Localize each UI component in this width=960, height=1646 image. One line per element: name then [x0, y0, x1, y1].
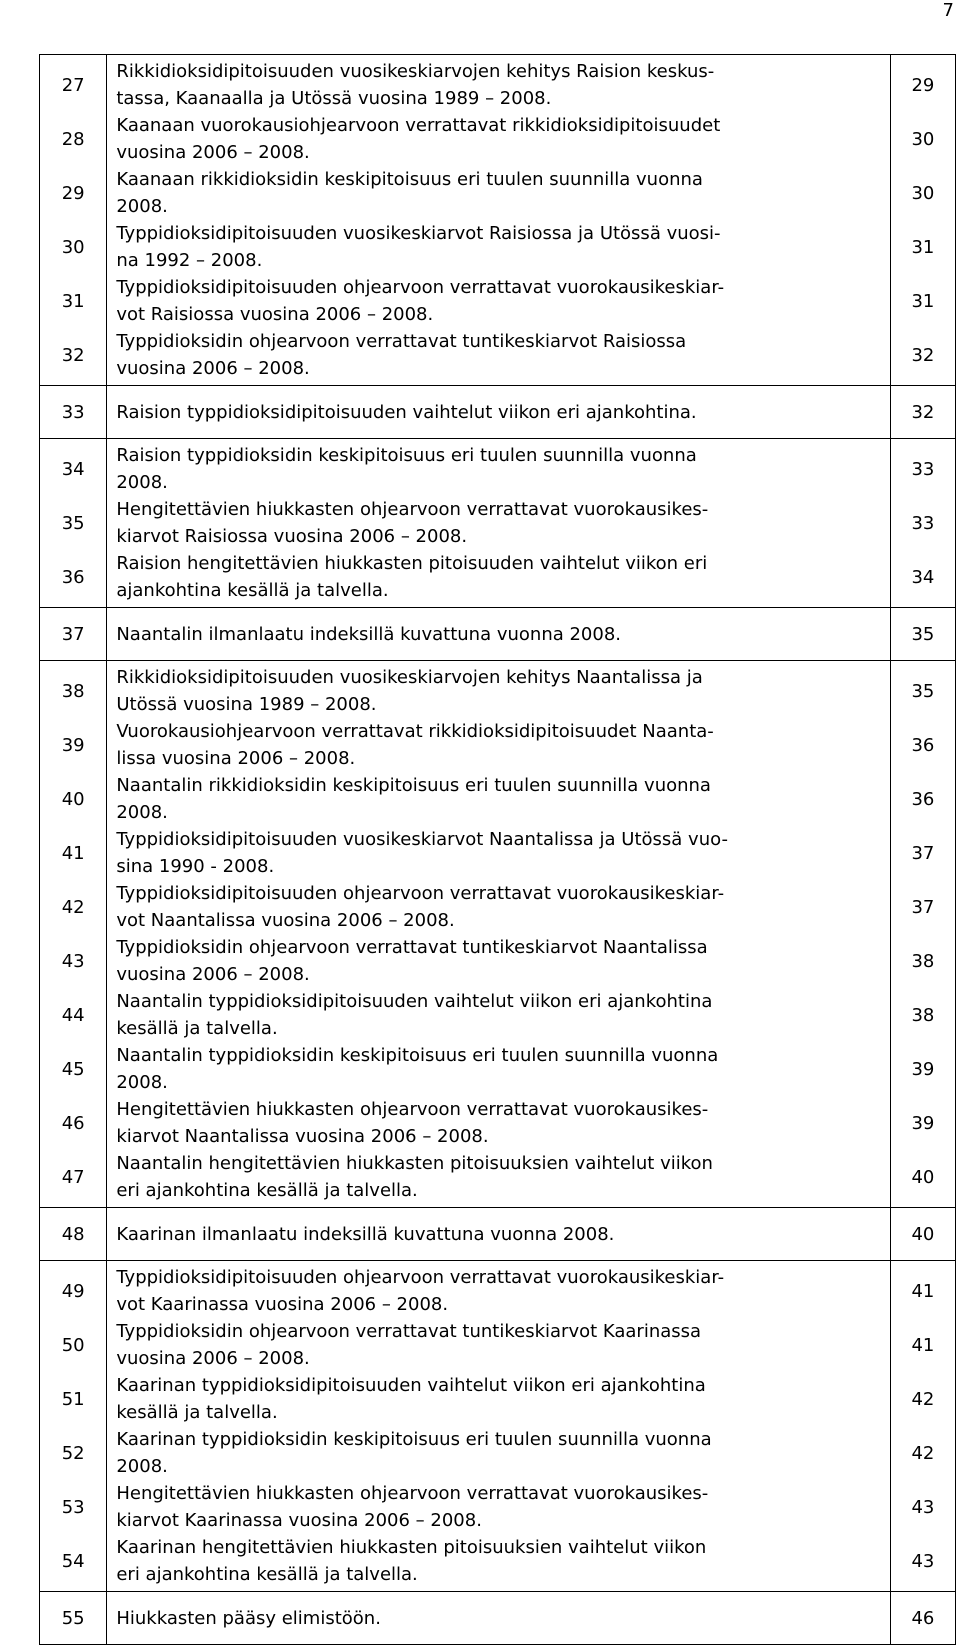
figure-number: 44	[61, 1004, 85, 1026]
page-reference: 43	[911, 1550, 935, 1572]
figure-number: 37	[40, 608, 107, 661]
figure-title: Hengitettävien hiukkasten ohjearvoon verrattavat vuorokausikes- kiarvot Raisiossa vuosina 2006 – 2008.	[116, 499, 709, 547]
page-reference: 35	[890, 608, 955, 661]
figure-number: 33	[40, 386, 107, 439]
figure-title: Kaanaan rikkidioksidin keskipitoisuus eri tuulen suunnilla vuonna 2008.	[116, 169, 703, 217]
figure-number: 52	[61, 1442, 85, 1464]
figure-number: 30	[61, 236, 85, 258]
page-reference: 38	[911, 1004, 935, 1026]
page-reference: 30	[911, 182, 935, 204]
figure-title: Hiukkasten pääsy elimistöön.	[107, 1592, 891, 1645]
table-row-group	[40, 55, 956, 386]
page-reference: 46	[890, 1592, 955, 1645]
figure-title-column	[107, 55, 891, 386]
figure-number: 42	[61, 896, 85, 918]
page-reference-column	[890, 55, 955, 386]
figure-number: 40	[61, 788, 85, 810]
page-reference: 41	[911, 1280, 935, 1302]
figure-title: Raision hengitettävien hiukkasten pitoisuuden vaihtelut viikon eri ajankohtina kesällä ja talvella.	[116, 553, 708, 601]
figure-number-column	[40, 1261, 107, 1592]
page-reference: 39	[911, 1112, 935, 1134]
page-reference: 39	[911, 1058, 935, 1080]
table-row-group	[40, 439, 956, 608]
page-reference: 33	[911, 458, 935, 480]
table-row-group	[40, 661, 956, 1208]
figure-number: 35	[61, 512, 85, 534]
page-reference: 42	[911, 1442, 935, 1464]
figure-number: 31	[61, 290, 85, 312]
page-reference: 34	[911, 566, 935, 588]
figure-title: Naantalin hengitettävien hiukkasten pitoisuuksien vaihtelut viikon eri ajankohtina kesällä ja talvella.	[116, 1153, 713, 1201]
figure-title: Kaanaan vuorokausiohjearvoon verrattavat rikkidioksidipitoisuudet vuosina 2006 – 2008.	[116, 115, 721, 163]
page-reference: 41	[911, 1334, 935, 1356]
figure-title: Hengitettävien hiukkasten ohjearvoon verrattavat vuorokausikes- kiarvot Kaarinassa vuosina 2006 – 2008.	[116, 1483, 709, 1531]
page-reference: 40	[890, 1208, 955, 1261]
figure-number-column	[40, 55, 107, 386]
figure-title: Naantalin rikkidioksidin keskipitoisuus eri tuulen suunnilla vuonna 2008.	[116, 775, 711, 823]
table-row	[40, 1208, 956, 1261]
figure-number: 45	[61, 1058, 85, 1080]
figure-title: Naantalin typpidioksidipitoisuuden vaihtelut viikon eri ajankohtina kesällä ja talvella.	[116, 991, 713, 1039]
figure-title: Raision typpidioksidipitoisuuden vaihtelut viikon eri ajankohtina.	[107, 386, 891, 439]
figure-number: 51	[61, 1388, 85, 1410]
figure-number: 43	[61, 950, 85, 972]
figure-title: Rikkidioksidipitoisuuden vuosikeskiarvojen kehitys Raision keskus- tassa, Kaanaalla ja Utössä vuosina 1989 – 2008.	[116, 61, 715, 109]
figure-title: Kaarinan typpidioksidipitoisuuden vaihtelut viikon eri ajankohtina kesällä ja talvella.	[116, 1375, 706, 1423]
figure-title: Typpidioksidin ohjearvoon verrattavat tuntikeskiarvot Kaarinassa vuosina 2006 – 2008.	[116, 1321, 702, 1369]
figure-number: 46	[61, 1112, 85, 1134]
figure-title: Typpidioksidipitoisuuden vuosikeskiarvot Raisiossa ja Utössä vuosi- na 1992 – 2008.	[116, 223, 721, 271]
page-reference: 40	[911, 1166, 935, 1188]
figure-title: Typpidioksidipitoisuuden ohjearvoon verrattavat vuorokausikeskiar- vot Raisiossa vuosina 2006 – 2008.	[116, 277, 725, 325]
page-reference: 37	[911, 896, 935, 918]
figure-title: Rikkidioksidipitoisuuden vuosikeskiarvojen kehitys Naantalissa ja Utössä vuosina 1989 – 2008.	[116, 667, 703, 715]
figure-number-column	[40, 661, 107, 1208]
figure-number: 49	[61, 1280, 85, 1302]
figure-title: Typpidioksidipitoisuuden ohjearvoon verrattavat vuorokausikeskiar- vot Naantalissa vuosina 2006 – 2008.	[116, 883, 725, 931]
page-reference-column	[890, 439, 955, 608]
figure-number: 48	[40, 1208, 107, 1261]
figure-title: Naantalin ilmanlaatu indeksillä kuvattuna vuonna 2008.	[107, 608, 891, 661]
figure-number: 41	[61, 842, 85, 864]
table-row	[40, 386, 956, 439]
table-row-group	[40, 1261, 956, 1592]
figure-title: Vuorokausiohjearvoon verrattavat rikkidioksidipitoisuudet Naanta- lissa vuosina 2006 – 2008.	[116, 721, 714, 769]
figure-number: 38	[61, 680, 85, 702]
figure-number: 34	[61, 458, 85, 480]
figure-number: 47	[61, 1166, 85, 1188]
figure-title: Typpidioksidipitoisuuden ohjearvoon verrattavat vuorokausikeskiar- vot Kaarinassa vuosina 2006 – 2008.	[116, 1267, 725, 1315]
figure-title-column	[107, 661, 891, 1208]
figure-title: Kaarinan hengitettävien hiukkasten pitoisuuksien vaihtelut viikon eri ajankohtina kesällä ja talvella.	[116, 1537, 707, 1585]
figure-title: Naantalin typpidioksidin keskipitoisuus eri tuulen suunnilla vuonna 2008.	[116, 1045, 719, 1093]
figure-title: Typpidioksidin ohjearvoon verrattavat tuntikeskiarvot Naantalissa vuosina 2006 – 2008.	[116, 937, 708, 985]
page-reference: 31	[911, 290, 935, 312]
figure-number: 36	[61, 566, 85, 588]
figure-number: 28	[61, 128, 85, 150]
figure-title-column	[107, 1261, 891, 1592]
figure-number: 32	[61, 344, 85, 366]
figure-title-column	[107, 439, 891, 608]
table-row	[40, 1592, 956, 1645]
figure-number: 27	[61, 74, 85, 96]
figure-number-column	[40, 439, 107, 608]
table-row	[40, 608, 956, 661]
figure-number: 50	[61, 1334, 85, 1356]
page-number: 7	[942, 0, 954, 21]
page-reference-column	[890, 1261, 955, 1592]
list-of-figures-table	[39, 54, 956, 1645]
figure-number: 39	[61, 734, 85, 756]
figure-title: Hengitettävien hiukkasten ohjearvoon verrattavat vuorokausikes- kiarvot Naantalissa vuosina 2006 – 2008.	[116, 1099, 709, 1147]
page-reference: 32	[890, 386, 955, 439]
figure-number: 54	[61, 1550, 85, 1572]
figure-number: 55	[40, 1592, 107, 1645]
page-reference-column	[890, 661, 955, 1208]
page-reference: 38	[911, 950, 935, 972]
page-reference: 33	[911, 512, 935, 534]
page-reference: 32	[911, 344, 935, 366]
figure-title: Raision typpidioksidin keskipitoisuus eri tuulen suunnilla vuonna 2008.	[116, 445, 697, 493]
figure-number: 53	[61, 1496, 85, 1518]
page-reference: 36	[911, 734, 935, 756]
figure-number: 29	[61, 182, 85, 204]
figure-title: Kaarinan typpidioksidin keskipitoisuus eri tuulen suunnilla vuonna 2008.	[116, 1429, 712, 1477]
page-reference: 31	[911, 236, 935, 258]
page-reference: 30	[911, 128, 935, 150]
figure-title: Typpidioksidipitoisuuden vuosikeskiarvot Naantalissa ja Utössä vuo- sina 1990 - 2008.	[116, 829, 728, 877]
page-reference: 29	[911, 74, 935, 96]
figure-title: Typpidioksidin ohjearvoon verrattavat tuntikeskiarvot Raisiossa vuosina 2006 – 2008.	[116, 331, 687, 379]
page-reference: 42	[911, 1388, 935, 1410]
page-reference: 37	[911, 842, 935, 864]
page-reference: 35	[911, 680, 935, 702]
page-reference: 36	[911, 788, 935, 810]
page-reference: 43	[911, 1496, 935, 1518]
figure-title: Kaarinan ilmanlaatu indeksillä kuvattuna vuonna 2008.	[107, 1208, 891, 1261]
